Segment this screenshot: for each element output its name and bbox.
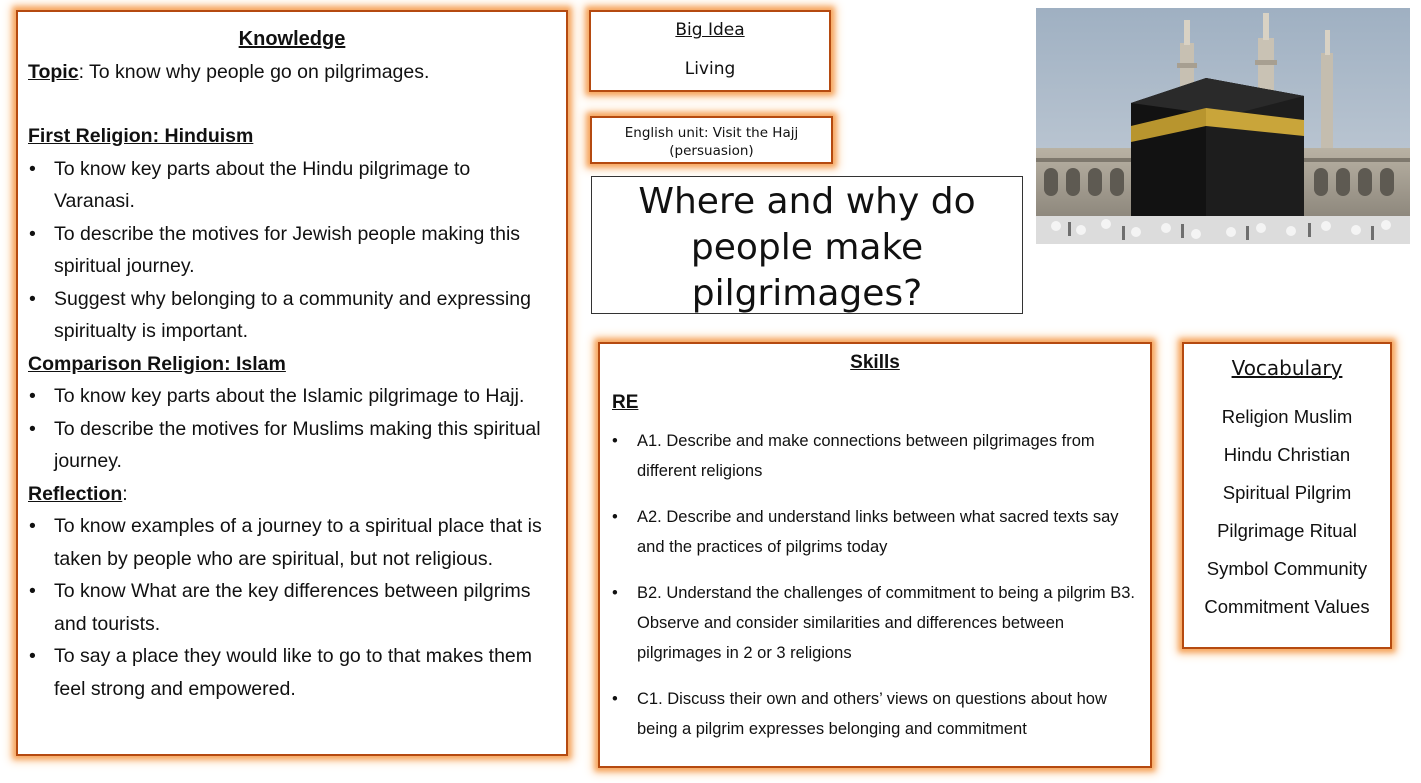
list-item: • A1. Describe and make connections between pilgrimages from different religions xyxy=(612,426,1138,486)
reflection-list xyxy=(28,510,556,705)
skills-subheading: RE xyxy=(612,392,639,413)
comparison-heading: Comparison Religion: Islam xyxy=(28,352,286,375)
vocabulary-row: Pilgrimage Ritual xyxy=(1217,520,1357,541)
kaaba-photo xyxy=(1036,8,1410,244)
reflection-label: Reflection xyxy=(28,482,123,505)
title-line3: pilgrimages? xyxy=(691,273,923,314)
vocabulary-row: Spiritual Pilgrim xyxy=(1222,482,1352,503)
english-unit-panel xyxy=(590,116,833,164)
skills-list xyxy=(612,426,1138,744)
title-line1: Where and why do xyxy=(638,181,976,222)
big-idea-heading: Big Idea xyxy=(675,20,745,40)
topic-label: Topic xyxy=(28,60,79,83)
vocabulary-row: Commitment Values xyxy=(1204,596,1370,617)
vocabulary-list xyxy=(1184,398,1390,626)
list-item: • To say a place they would like to go to that makes them feel strong and empowered. xyxy=(28,640,556,705)
list-item: • C1. Discuss their own and others’ views on questions about how being a pilgrim expresses belonging and commitment xyxy=(612,684,1138,744)
vocabulary-heading: Vocabulary xyxy=(1231,356,1343,380)
english-unit-line2: (persuasion) xyxy=(669,143,754,159)
list-item: • A2. Describe and understand links between what sacred texts say and the practices of pilgrims today xyxy=(612,502,1138,562)
first-religion-heading: First Religion: Hinduism xyxy=(28,125,254,147)
title-line2: people make xyxy=(690,227,924,268)
first-religion-list xyxy=(28,153,556,348)
vocabulary-row: Religion Muslim xyxy=(1221,406,1353,427)
big-idea-value: Living xyxy=(684,59,736,79)
english-unit-line1: English unit: Visit the Hajj xyxy=(624,125,799,141)
skills-heading: Skills xyxy=(850,352,900,373)
list-item: • Suggest why belonging to a community and expressing spiritualty is important. xyxy=(28,283,556,348)
list-item: • B2. Understand the challenges of commitment to being a pilgrim B3. Observe and consider similarities and differences between pilgrimages in 2 or 3 religions xyxy=(612,578,1138,668)
list-item: • To know examples of a journey to a spiritual place that is taken by people who are spiritual, but not religious. xyxy=(28,510,556,575)
reflection-colon: : xyxy=(122,482,128,505)
list-item: • To describe the motives for Muslims making this spiritual journey. xyxy=(28,413,556,478)
list-item: • To know What are the key differences between pilgrims and tourists. xyxy=(28,575,556,640)
comparison-list xyxy=(28,380,556,478)
topic-text: : To know why people go on pilgrimages. xyxy=(78,60,430,83)
list-item: • To know key parts about the Islamic pilgrimage to Hajj. xyxy=(28,380,556,413)
list-item: • To know key parts about the Hindu pilgrimage to Varanasi. xyxy=(28,153,556,218)
vocabulary-row: Hindu Christian xyxy=(1223,444,1351,465)
knowledge-heading: Knowledge xyxy=(238,28,346,50)
skills-panel xyxy=(598,342,1152,768)
list-item: • To describe the motives for Jewish people making this spiritual journey. xyxy=(28,218,556,283)
vocabulary-row: Symbol Community xyxy=(1206,558,1368,579)
big-idea-panel xyxy=(589,10,831,92)
topic-line xyxy=(28,56,556,89)
vocabulary-panel xyxy=(1182,342,1392,649)
reflection-line xyxy=(28,478,556,511)
knowledge-panel xyxy=(16,10,568,756)
page-title xyxy=(591,176,1023,314)
